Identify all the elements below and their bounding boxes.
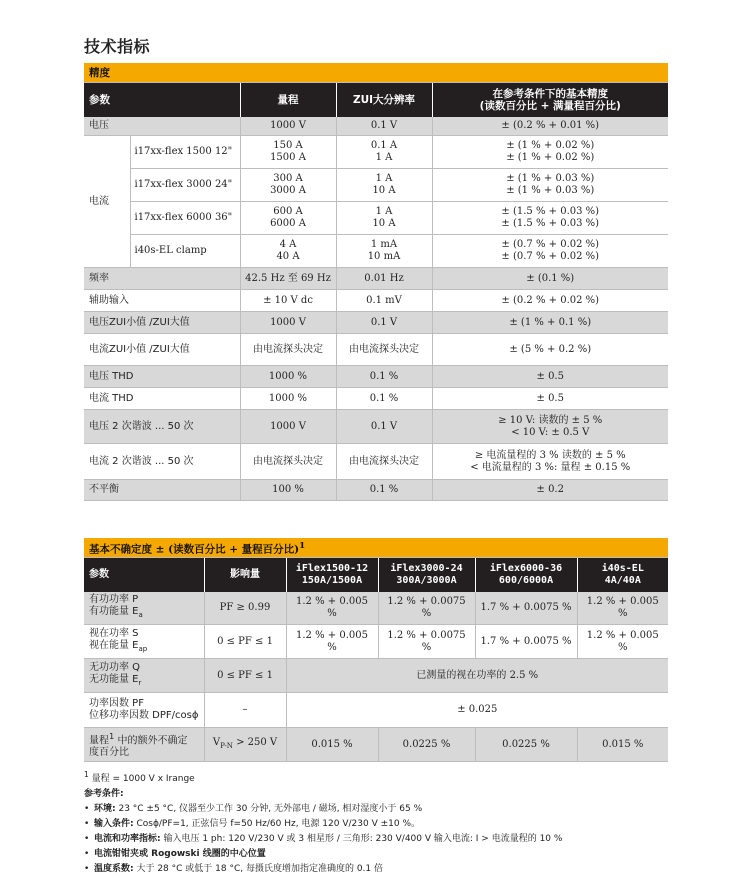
table-row: 电压 1000 V 0.1 V ± (0.2 % + 0.01 %)	[84, 117, 668, 136]
table-row: 量程$^1$ 中的额外不确定 度百分比 $V_{P-N} > 250$ V 0.015 % 0.0225 % 0.0225 % 0.015 %	[84, 728, 668, 762]
table-row: 电流 THD 1000 % 0.1 % ± 0.5	[84, 388, 668, 410]
list-item: • 电流钳钳夹或 Rogowski 线圈的中心位置	[84, 849, 266, 859]
table-row: 电压 2 次谐波 ... 50 次 1000 V 0.1 V ≥ 10 V: 读数的 ± 5 % < 10 V: ± 0.5 V	[84, 410, 668, 444]
table-row: 电压ZUI小值 /ZUI大值 1000 V 0.1 V ± (1 % + 0.1 %)	[84, 312, 668, 334]
table-row: 电压 THD 1000 % 0.1 % ± 0.5	[84, 366, 668, 388]
notes	[84, 767, 684, 877]
uncertainty-section-title: 基本不确定度 ± (读数百分比 + 量程百分比)$^1$	[84, 538, 668, 558]
table-row: 电流ZUI小值 /ZUI大值 由电流探头决定 由电流探头决定 ± (5 % + 0.2 %)	[84, 334, 668, 366]
header-i40s: i40s-EL 4A/40A	[577, 558, 668, 592]
table-row: 频率 42.5 Hz 至 69 Hz 0.01 Hz ± (0.1 %)	[84, 268, 668, 290]
list-item: • 电流和功率指标: 输入电压 1 ph: 120 V/230 V 或 3 相星形 / 三角形: 230 V/400 V 输入电流: I > 电流量程的 10 %	[84, 834, 563, 844]
accuracy-table	[84, 63, 668, 501]
accuracy-section-title: 精度	[84, 63, 668, 83]
current-label: 电流	[84, 136, 130, 268]
table-row: 电流 i17xx-flex 1500 12" 150 A 1500 A 0.1 A 1 A ± (1 % + 0.02 %) ± (1 % + 0.02 %)	[84, 136, 668, 169]
table-row: i40s-EL clamp 4 A 40 A 1 mA 10 mA ± (0.7 % + 0.02 %) ± (0.7 % + 0.02 %)	[84, 235, 668, 268]
table-row: 电流 2 次谐波 ... 50 次 由电流探头决定 由电流探头决定 ≥ 电流量程的 3 % 读数的 ± 5 % < 电流量程的 3 %: 量程 ± 0.15 %	[84, 444, 668, 480]
footnote: $^1$ 量程 = 1000 V x Irange	[84, 770, 195, 784]
header-param: 参数	[84, 558, 204, 592]
table-row: i17xx-flex 3000 24" 300 A 3000 A 1 A 10 A ± (1 % + 0.03 %) ± (1 % + 0.03 %)	[84, 169, 668, 202]
reference-conditions-title: 参考条件:	[84, 789, 124, 799]
table-row: 辅助输入 ± 10 V dc 0.1 mV ± (0.2 % + 0.02 %)	[84, 290, 668, 312]
list-item: • 环境: 23 °C ±5 °C, 仪器至少工作 30 分钟, 无外部电 / 磁场, 相对湿度小于 65 %	[84, 804, 423, 814]
list-item: • 输入条件: Cosϕ/PF=1, 正弦信号 f=50 Hz/60 Hz, 电源 120 V/230 V ±10 %。	[84, 819, 420, 829]
table-row: 无功功率 Q 无功能量 $E_r$ 0 ≤ PF ≤ 1 已测量的视在功率的 2.5 %	[84, 659, 668, 693]
table-row: 功率因数 PF 位移功率因数 DPF/cosϕ – ± 0.025	[84, 693, 668, 728]
header-influence: 影响量	[204, 558, 286, 592]
table-row: 视在功率 S 视在能量 $E_{ap}$ 0 ≤ PF ≤ 1 1.2 % + 0.005 % 1.2 % + 0.0075 % 1.7 % + 0.0075 % 1.2 % + 0.005 %	[84, 625, 668, 659]
header-param: 参数	[84, 83, 240, 117]
header-iflex6000: iFlex6000-36 600/6000A	[475, 558, 577, 592]
header-accuracy: 在参考条件下的基本精度 (读数百分比 + 满量程百分比)	[432, 83, 668, 117]
header-iflex1500: iFlex1500-12 150A/1500A	[286, 558, 378, 592]
table-row: 不平衡 100 % 0.1 % ± 0.2	[84, 480, 668, 501]
uncertainty-table	[84, 538, 668, 762]
list-item: • 温度系数: 大于 28 °C 或低于 18 °C, 每摄氏度增加指定准确度的 0.1 倍	[84, 864, 384, 874]
table-row: 有功功率 P 有功能量 $E_a$ PF ≥ 0.99 1.2 % + 0.005 % 1.2 % + 0.0075 % 1.7 % + 0.0075 % 1.2 % + 0.005 %	[84, 592, 668, 625]
header-resolution: ZUI大分辨率	[336, 83, 432, 117]
header-iflex3000: iFlex3000-24 300A/3000A	[378, 558, 475, 592]
table-row: i17xx-flex 6000 36" 600 A 6000 A 1 A 10 A ± (1.5 % + 0.03 %) ± (1.5 % + 0.03 %)	[84, 202, 668, 235]
header-range: 量程	[240, 83, 336, 117]
page-title: 技术指标	[84, 37, 151, 56]
